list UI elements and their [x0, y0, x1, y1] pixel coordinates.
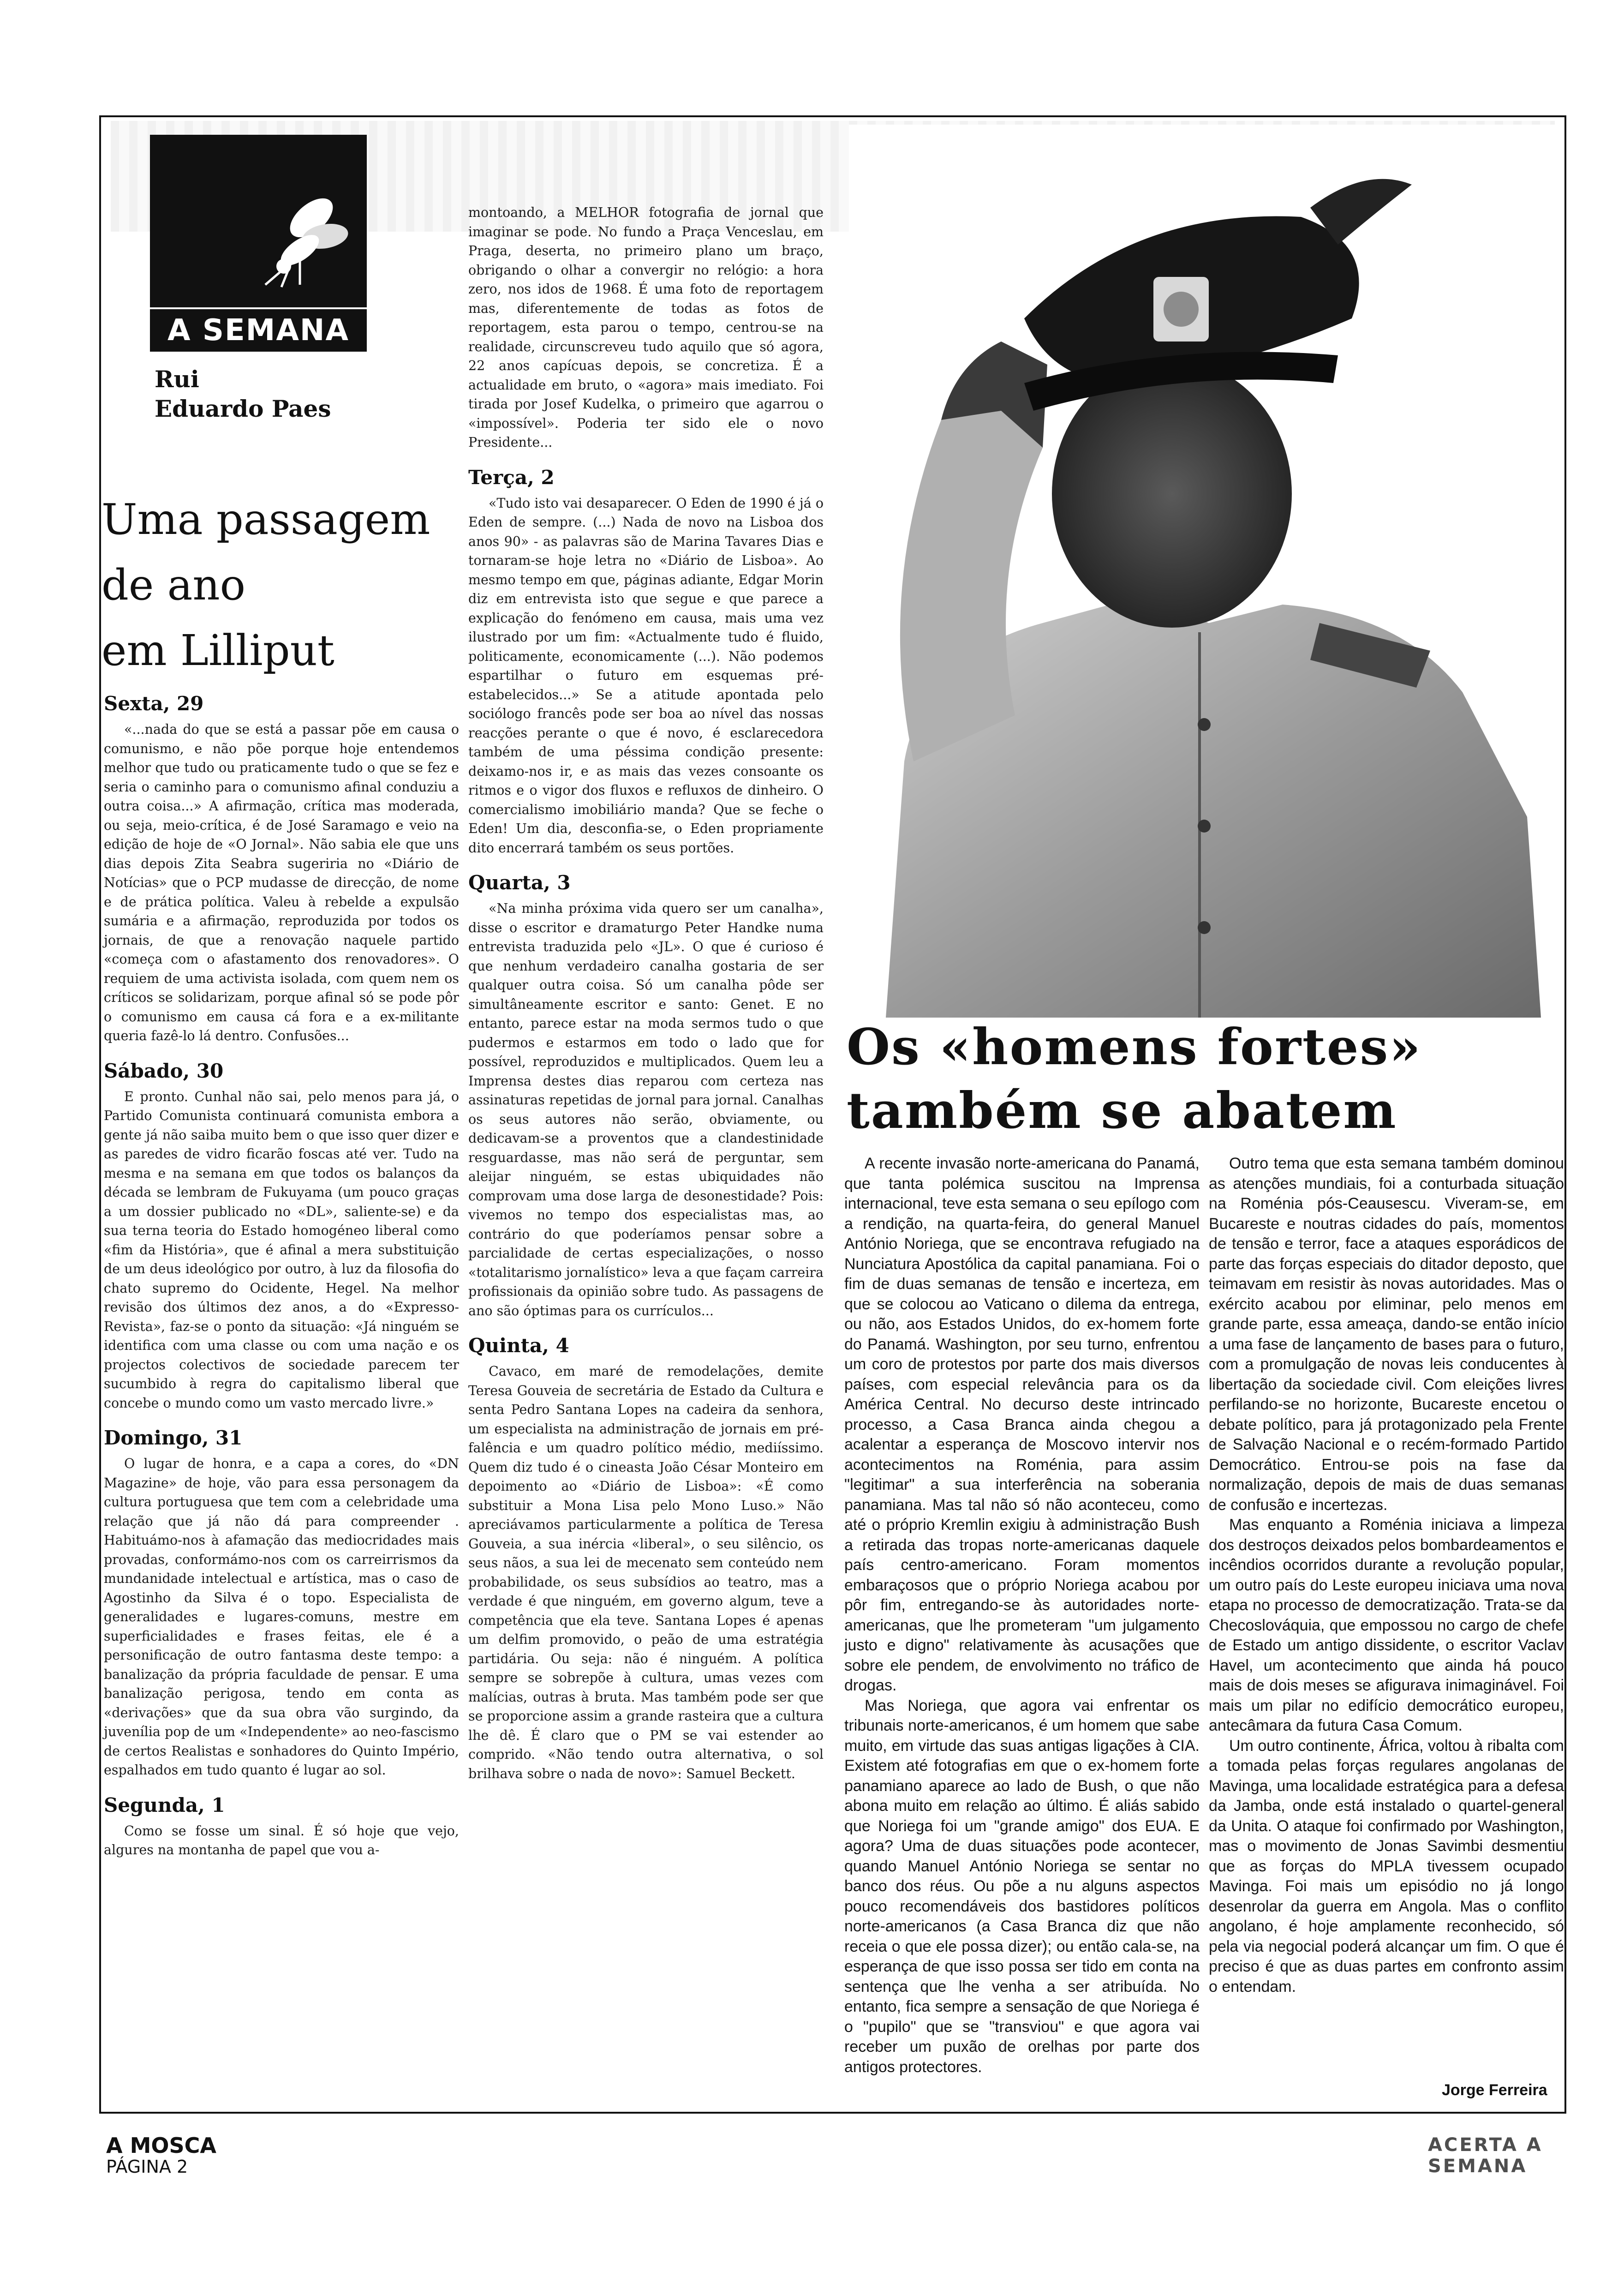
logo-strip [150, 307, 367, 352]
byline [155, 365, 331, 424]
day-heading: Sexta, 29 [104, 692, 204, 715]
page-number: PÁGINA 2 [106, 2157, 188, 2177]
column-paragraph: Mas Noriega, que agora vai enfrentar os tribunais norte-americanos, é um homem que sabe muito, em virtude das suas antigas ligações à CIA. Existem até fotografias em que o ex-homem forte panamiano aparece ao lado de Bush, o que não abona muito em relação ao último. É aliás sabido que Noriega foi um "grande amigo" dos EUA. E agora? Uma de duas situações pode acontecer, quando Manuel António Noriega se sentar no banco dos réus. Ou põe a nu alguns aspectos pouco recomendáveis dos bastidores políticos norte-americanos (a Casa Branca diz que não receia o que ele possa dizer); ou então cala-se, na esperança de que isso possa ser tido em conta na sentença que lhe venha a ser atribuída. No entanto, fica sempre a sensação de que Noriega é o "pupilo" que se "transviou" e que agora vai receber um puxão de orelhas por parte dos antigos protectores. [844, 1696, 1200, 2076]
footer-right-mark [1428, 2134, 1624, 2177]
column-paragraph: «Tudo isto vai desaparecer. O Eden de 1990 é já o Eden de sempre. (...) Nada de novo na Lisboa dos anos 90» - as palavras são de Marina Tavares Dias e tornaram-se hoje letra no «Diário de Lisboa». Ao mesmo tempo em que, páginas adiante, Edgar Morin diz em entrevista isto que segue e que parece a explicação do fenómeno em causa, mais uma vez ilustrado por um fim: «Actualmente tudo é fluido, politicamente, economicamente (...). Não podemos espartilhar o futuro em esquemas pré-estabelecidos...» Se a atitude apontada pelo sociólogo francês pode ser boa ao nível das nossas reacções perante o que é novo, é esclarecedora também de uma péssima condição presente: deixamo-nos ir, e as mais das vezes consoante os ritmos e o vigor dos fluxos e refluxos de dinheiro. O comercialismo imobiliário manda? Que se feche o Eden! Um dia, desconfia-se, o Eden propriamente dito encerrará também os seus portões. [468, 495, 824, 856]
left-headline-line: de ano [102, 560, 246, 610]
column-paragraph: «Na minha próxima vida quero ser um canalha», disse o escritor e dramaturgo Peter Handke numa entrevista traduzida pelo «JL». O que é curioso é que nenhum verdadeiro canalha gostaria de ser qualquer outra coisa. Só um canalha pôde ser simultâneamente escritor e santo: Genet. E no entanto, parece estar na moda sermos tudo o que pudermos e estarmos em todo o lado que for possível, reproduzidos e multiplicados. Quem leu a Imprensa destes dias reparou com certeza nas assinaturas repetidas de jornal para jornal. Canalhas os seus autores não serão, obviamente, ou dedicavam-se a proventos que a clandestinidade resguardasse, mas não será de perguntar, sem aleijar ninguém, se estas ubiquidades não comprovam uma dose larga de desonestidade? Pois: vivemos no tempo dos especialistas mas, ao contrário do que poderíamos pensar sobre a parcialidade de certas especializações, o nosso «totalitarismo jornalístico» leva a que façam carreira profissionais da opinião sobre tudo. As passagens de ano são óptimas para os currículos... [468, 901, 824, 1318]
column-paragraph: Cavaco, em maré de remodelações, demite Teresa Gouveia de secretária de Estado da Cultura e senta Pedro Santana Lopes na cadeira da senhora, um especialista na administração de jornais em pré-falência e um quadro político médio, mediíssimo. Quem diz tudo é o cineasta João César Monteiro em depoimento ao «Diário de Lisboa»: «É como substituir a Mona Lisa pelo Mono Luso.» Não apreciávamos particularmente a política de Teresa Gouveia, a sua inércia «liberal», o seu silêncio, os seus nãos, a sua lei de mecenato sem conteúdo nem probabilidade, os seus subsídios ao teatro, mas a verdade é que ninguém, em governo algum, teve a competência que ela teve. Santana Lopes é apenas um delfim promovido, o peão de uma estratégia partidária. Ou seja: não é ninguém. A política sempre se sobrepõe à cultura, umas vezes com malícias, outras à bruta. Mas também pode ser que se proporcione assim a grande rasteira que a cultura lhe dê. É claro que o PM se vai estender ao comprido. «Não tendo outra alternativa, o sol brilhava sobre o nada de novo»: Samuel Beckett. [468, 1364, 824, 1781]
column-paragraph: O lugar de honra, e a capa a cores, do «DN Magazine» de hoje, vão para essa personagem da cultura portuguesa que tem com a celebridade uma relação que já não dá para compreender . Habituámo-nos à afamação das mediocridades mais provadas, conformámo-nos com os carreirrismos da mundanidade intelectual e artística, mas o caso de Agostinho da Silva é o topo. Especialista de generalidades e lugares-comuns, mestre em superficialidades e frases feitas, ele é a personificação de outro fantasma deste tempo: a banalização da própria faculdade de pensar. E uma banalização perigosa, tendo em conta as «derivações» que da sua obra vão surgindo, da juvenília pop de um «Independente» ao neo-fascismo de certos Realistas e sonhadores do Quinto Império, espalhados em tudo quanto é lugar ao sol. [104, 1456, 459, 1778]
fly-icon [256, 190, 348, 292]
column-2 [468, 203, 824, 1783]
noriega-photo [849, 125, 1559, 1018]
column-paragraph: «...nada do que se está a passar põe em causa o comunismo, e não põe porque hoje entendemos melhor que tudo ou praticamente tudo o que se fez e seria o caminho para o comunismo afinal conduziu a outra coisa...» A afirmação, crítica mas moderada, ou seja, meio-crítica, é de José Saramago e veio na edição de hoje de «O Jornal». Não sabia ele que uns dias depois Zita Seabra sugeriria no «Diário de Notícias» que o PCP mudasse de direcção, de nome e de prática política. Valeu à rebelde a expulsão sumária e a afirmação, reproduzida por todos os jornais, de que a renovação naquele partido «começa com o afastamento dos renovadores». O requiem de uma activista isolada, com quem nem os críticos se solidarizam, porque afinal só se pode pôr o comunismo em causa cá fora e a ex-militante queria fazê-lo lá dentro. Confusões... [104, 722, 459, 1043]
footer-mark-text: ACERTA A SEMANA [1428, 2134, 1543, 2177]
author-first-name: Rui [155, 366, 199, 393]
day-heading: Quarta, 3 [468, 871, 571, 894]
left-headline-line: em Lilliput [102, 626, 334, 675]
column-3 [844, 1154, 1200, 2077]
right-headline-line: também se abatem [847, 1082, 1397, 1140]
day-heading: Quinta, 4 [468, 1334, 569, 1357]
left-headline-line: Uma passagem [102, 495, 430, 544]
author-signature: Jorge Ferreira [1442, 2081, 1547, 2099]
day-heading: Sábado, 30 [104, 1059, 224, 1082]
column-1 [104, 678, 459, 1860]
paper-name: A MOSCA [106, 2133, 216, 2158]
photo-illustration [849, 125, 1559, 1018]
column-paragraph: montoando, a MELHOR fotografia de jornal que imaginar se pode. No fundo a Praça Venceslau, em Praga, deserta, no primeiro plano um braço, obrigando o olhar a convergir no relógio: a hora zero, nos idos de 1968. É uma foto de reportagem mas, diferentemente de todas as fotos de reportagem, esta parou o tempo, centrou-se na realidade, circunscreveu tudo aquilo que só agora, 22 anos capícuas depois, se concretiza. É a actualidade em bruto, o «agora» mais imediato. Foi tirada por Josef Kudelka, o primeiro que agarrou o «impossível». Poderia ter sido ele o novo Presidente... [468, 205, 824, 450]
column-paragraph: E pronto. Cunhal não sai, pelo menos para já, o Partido Comunista continuará comunista embora a gente já não saiba muito bem o que isso quer dizer e as paredes de vidro ficarão foscas até ver. Tudo na mesma e na semana em que todos os balanços da década se lembram de Fukuyama (um pouco graças a um dossier publicado no «DL», saliente-se) e da sua terna teoria do Estado homogéneo liberal como «fim da História», que é afinal a mera substituição de um deus ideológico por outro, à luz da filosofia do chato supremo do Ocidente, Hegel. Na melhor revisão dos últimos dez anos, a do «Expresso-Revista», faz-se o ponto da situação: «Já ninguém se identifica com uma classe ou com uma nação e os projectos colectivos de sociedade parecem ter sucumbido à regra do capitalismo liberal que concebe o mundo como um vasto mercado livre.» [104, 1089, 459, 1411]
column-paragraph: Como se fosse um sinal. É só hoje que vejo, algures na montanha de papel que vou a- [104, 1823, 459, 1858]
column-paragraph: Um outro continente, África, voltou à ribalta com a tomada pelas forças regulares angolanas de Mavinga, uma localidade estratégica para a defesa da Jamba, onde está instalado o quartel-general da Unita. O ataque foi confirmado por Washington, mas o movimento de Jonas Savimbi desmentiu que as forças do MPLA tivessem ocupado Mavinga. Foi mais um episódio no já longo desenrolar da guerra em Angola. Mas o conflito angolano, é hoje amplamente reconhecido, só pela via negocial poderá alcançar um fim. O que é preciso é que as duas partes em confronto assim o entendam. [1209, 1737, 1564, 1995]
section-logo [150, 135, 367, 352]
column-paragraph: Outro tema que esta semana também dominou as atenções mundiais, foi a conturbada situação na Roménia pós-Ceausescu. Viveram-se, em Bucareste e noutras cidades do país, momentos de tensão e terror, face a ataques esporádicos de parte das forças especiais do ditador deposto, que teimavam em resistir às novas autoridades. Mas o exército acabou por eliminar, pelo menos em grande parte, essa ameaça, dando-se então início a uma fase de lançamento de bases para o futuro, com a promulgação de novas leis conducentes à libertação da sociedade civil. Com eleições livres perfilando-se no horizonte, Bucareste encetou o debate político, para já protagonizado pela Frente de Salvação Nacional e o recém-formado Partido Democrático. Entrou-se pois na fase da normalização, depois de mais de duas semanas de confusão e incertezas. [1209, 1155, 1564, 1514]
day-heading: Domingo, 31 [104, 1426, 243, 1449]
column-4 [1209, 1154, 1564, 1997]
column-paragraph: Mas enquanto a Roménia iniciava a limpeza dos destroços deixados pelos bombardeamentos e incêndios ocorridos durante a revolução popular, um outro país do Leste europeu iniciava uma nova etapa no processo de democratização. Trata-se da Checoslováquia, que empossou no cargo de chefe de Estado um antigo dissidente, o escritor Vaclav Havel, um acontecimento que ainda há pouco mais de dois meses se afigurava inimaginável. Foi mais um pilar no edifício democrático europeu, antecâmara da futura Casa Comum. [1209, 1516, 1564, 1734]
left-headline [102, 487, 457, 683]
author-last-name: Eduardo Paes [155, 395, 331, 422]
day-heading: Terça, 2 [468, 466, 555, 489]
day-heading: Segunda, 1 [104, 1793, 225, 1816]
right-headline-line: Os «homens fortes» [847, 1018, 1422, 1076]
right-headline [847, 1015, 1566, 1143]
footer-left [106, 2134, 216, 2177]
column-paragraph: A recente invasão norte-americana do Panamá, que tanta polémica suscitou na Imprensa internacional, teve esta semana o seu epílogo com a rendição, na quarta-feira, do general Manuel António Noriega, que se encontrava refugiado na Nunciatura Apostólica da capital panamiana. Foi o fim de duas semanas de tensão e incerteza, em que se colocou ao Vaticano o dilema da entrega, ou não, aos Estados Unidos, do ex-homem forte do Panamá. Washington, por seu turno, enfrentou um coro de protestos por parte dos mais diversos países, com especial relevância para os da América Central. No decurso deste intrincado processo, a Casa Branca ainda chegou a acalentar a esperança de Moscovo intervir nos acontecimentos na Roménia, para assim "legitimar" a sua interferência na soberania panamiana. Mas tal não só não aconteceu, como até o próprio Kremlin exigiu à administração Bush a retirada das tropas norte-americanas daquele país centro-americano. Foram momentos embaraçosos que o próprio Noriega acabou por pôr fim, entregando-se às autoridades norte-americanas, que lhe prometeram "um julgamento justo e digno" relativamente às acusações que sobre ele pendem, de envolvimento no tráfico de drogas. [844, 1155, 1200, 1694]
section-title: A SEMANA [167, 313, 349, 348]
